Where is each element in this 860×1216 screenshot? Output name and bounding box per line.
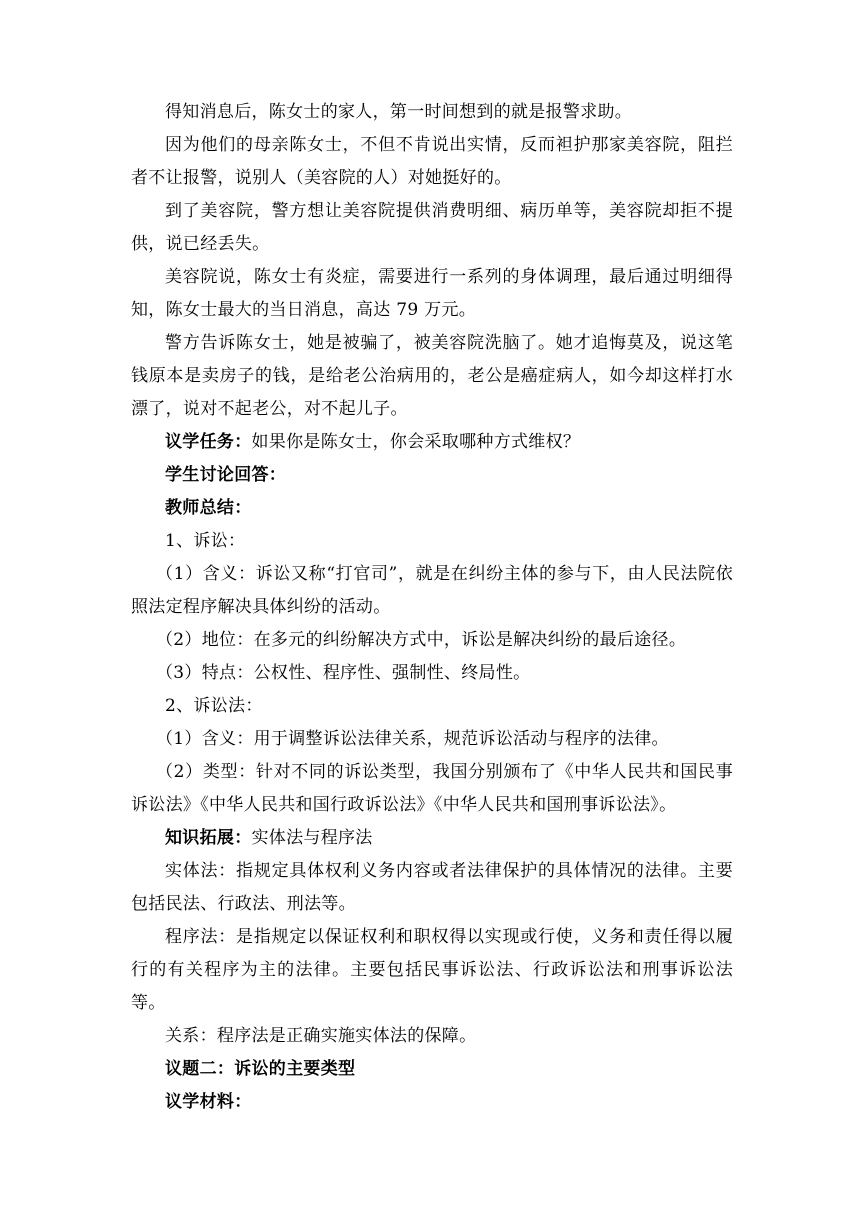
procedure-law-item-1: （1）含义：用于调整诉讼法律关系，规范诉讼活动与程序的法律。 xyxy=(156,729,669,749)
procedure-law-heading: 2、诉讼法： xyxy=(165,696,263,716)
story-paragraph-1: 得知消息后，陈女士的家人，第一时间想到的就是报警求助。 xyxy=(165,102,633,122)
litigation-item-3: （3）特点：公权性、程序性、强制性、终局性。 xyxy=(156,663,531,683)
topic2-title: 议题二：诉讼的主要类型 xyxy=(165,1059,356,1079)
substantive-law-paragraph: 实体法：指规定具体权利义务内容或者法律保护的具体情况的法律。主要包括民法、行政法、刑法等。 xyxy=(131,861,733,914)
story-paragraph-4: 美容院说，陈女士有炎症，需要进行一系列的身体调理，最后通过明细得知，陈女士最大的当日消息，高达 79 万元。 xyxy=(131,267,733,320)
litigation-heading: 1、诉讼： xyxy=(165,531,246,551)
discussion-label: 学生讨论回答： xyxy=(165,465,287,485)
task-label: 议学任务： xyxy=(165,432,252,452)
relation-paragraph: 关系：程序法是正确实施实体法的保障。 xyxy=(165,1026,477,1046)
extension-label: 知识拓展： xyxy=(165,828,252,848)
task-paragraph xyxy=(131,426,733,459)
story-paragraph-3: 到了美容院，警方想让美容院提供消费明细、病历单等，美容院却拒不提供，说已经丢失。 xyxy=(131,201,733,254)
extension-paragraph xyxy=(131,822,733,855)
topic2-material-label: 议学材料： xyxy=(165,1092,252,1112)
procedure-law-item-2: （2）类型：针对不同的诉讼类型，我国分别颁布了《中华人民共和国民事诉讼法》《中华人民共和国行政诉讼法》《中华人民共和国刑事诉讼法》。 xyxy=(131,762,733,815)
extension-text: 实体法与程序法 xyxy=(251,828,373,848)
task-text: 如果你是陈女士，你会采取哪种方式维权？ xyxy=(251,432,581,452)
document-body xyxy=(131,96,733,1119)
summary-label: 教师总结： xyxy=(165,498,252,518)
litigation-item-1: （1）含义：诉讼又称“打官司”，就是在纠纷主体的参与下，由人民法院依照法定程序解决具体纠纷的活动。 xyxy=(131,564,733,617)
procedural-law-paragraph: 程序法：是指规定以保证权利和职权得以实现或行使，义务和责任得以履行的有关程序为主的法律。主要包括民事诉讼法、行政诉讼法和刑事诉讼法等。 xyxy=(131,927,733,1013)
story-paragraph-5: 警方告诉陈女士，她是被骗了，被美容院洗脑了。她才追悔莫及，说这笔钱原本是卖房子的钱，是给老公治病用的，老公是癌症病人，如今却这样打水漂了，说对不起老公，对不起儿子。 xyxy=(131,333,733,419)
story-paragraph-2: 因为他们的母亲陈女士，不但不肯说出实情，反而袒护那家美容院，阻拦者不让报警，说别人（美容院的人）对她挺好的。 xyxy=(131,135,733,188)
litigation-item-2: （2）地位：在多元的纠纷解决方式中，诉讼是解决纠纷的最后途径。 xyxy=(156,630,687,650)
